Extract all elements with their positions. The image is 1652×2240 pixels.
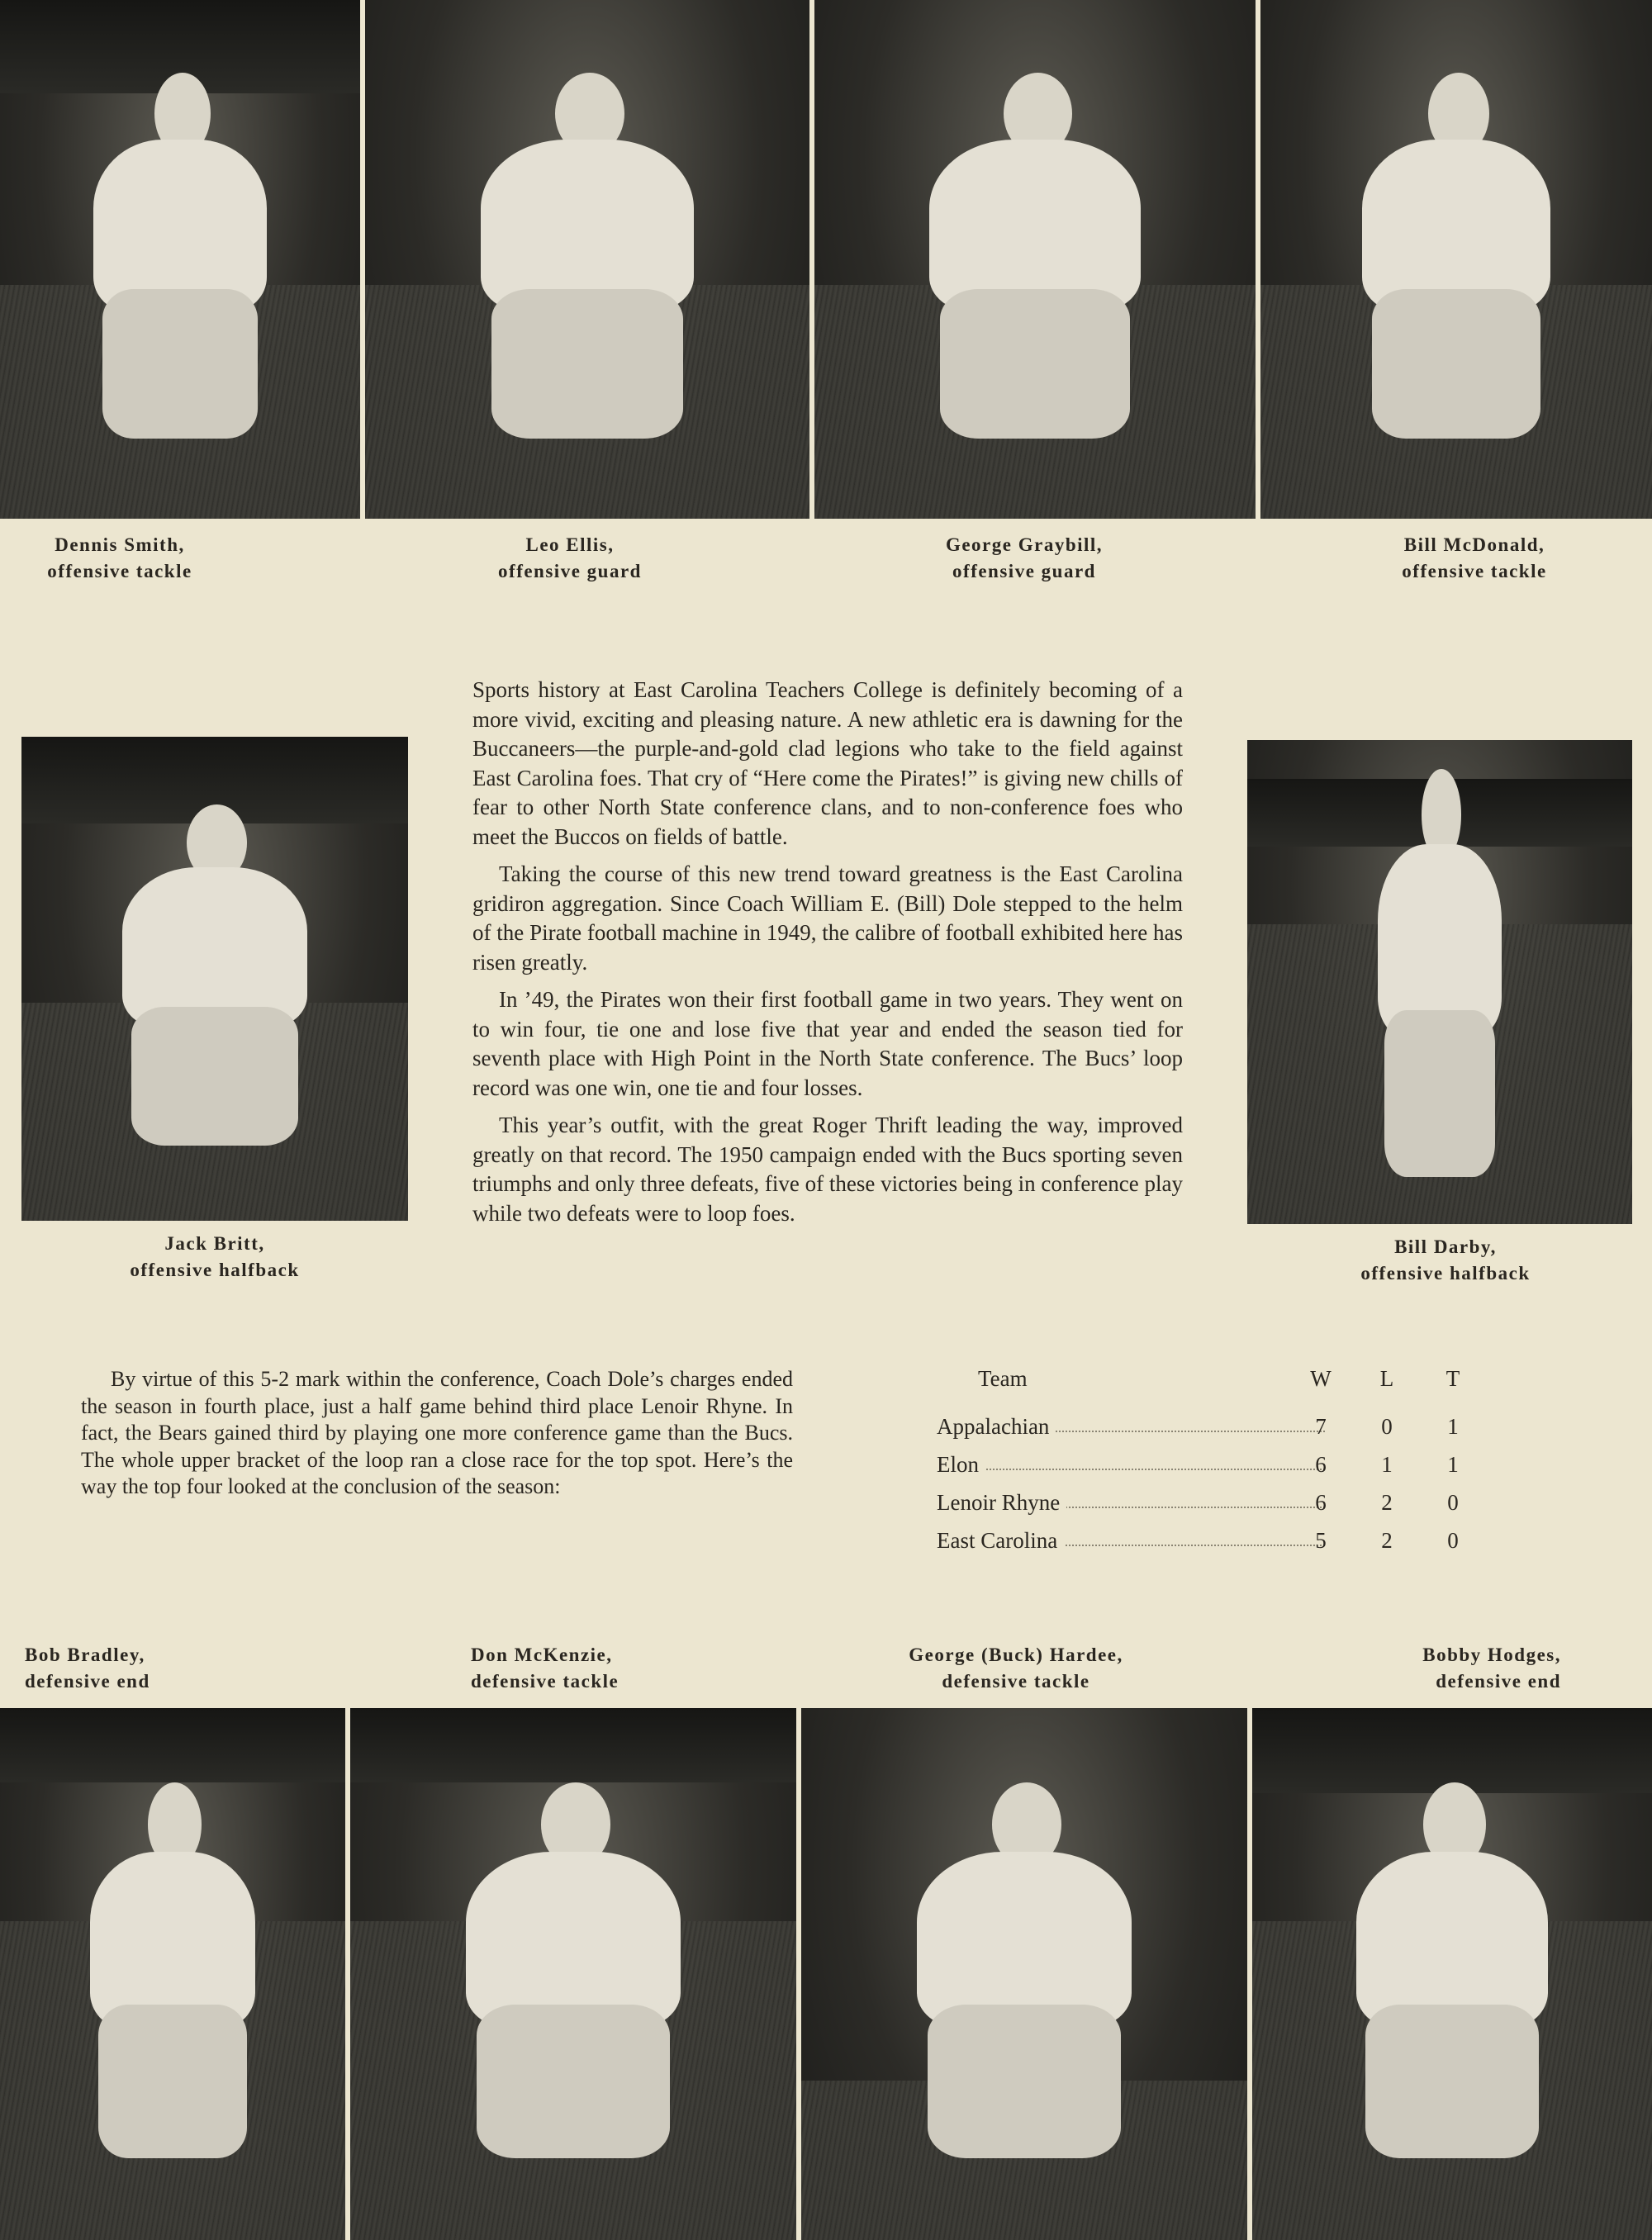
photo-bill-darby	[1247, 740, 1632, 1224]
player-position: offensive tackle	[1402, 561, 1547, 581]
caption-bill-mcdonald	[1346, 532, 1602, 585]
player-position: offensive guard	[952, 561, 1096, 581]
photo-bill-mcdonald	[1260, 0, 1652, 519]
player-position: offensive halfback	[130, 1260, 300, 1280]
article-paragraph: In ’49, the Pirates won their first football game in two years. They went on to win four, tie one and lose five that year and ended the season tied for seventh place with High Point in the North State conference. The Bucs’ loop record was one win, one tie and four losses.	[472, 987, 1183, 1100]
player-position: offensive halfback	[1360, 1263, 1531, 1284]
losses: 2	[1381, 1528, 1393, 1553]
ties: 1	[1447, 1414, 1459, 1439]
caption-bill-darby	[1322, 1234, 1569, 1287]
player-name: Leo Ellis,	[525, 534, 615, 555]
player-name: Jack Britt,	[164, 1233, 265, 1254]
photo-don-mckenzie	[350, 1708, 796, 2240]
player-name: Bill McDonald,	[1403, 534, 1545, 555]
team-name: Elon	[937, 1452, 985, 1478]
article-paragraph: Sports history at East Carolina Teachers College is definitely becoming of a more vivid, exciting and pleasing nature. A new athletic era is dawning for the Buccaneers—the purple-and-gold clad legions who take to the field against East Carolina foes. That cry of “Here come the Pirates!” is giving new chills of fear to other North State conference clans, and to non-conference foes who meet the Buccos on fields of battle.	[472, 677, 1183, 849]
caption-leo-ellis	[446, 532, 694, 585]
caption-bob-bradley	[25, 1642, 206, 1695]
table-row	[937, 1414, 1498, 1452]
photo-george-graybill	[814, 0, 1256, 519]
team-name: Appalachian	[937, 1414, 1056, 1440]
ties: 1	[1447, 1452, 1459, 1477]
standings-table	[937, 1366, 1498, 1566]
player-position: defensive end	[1436, 1671, 1561, 1692]
header-w: W	[1310, 1366, 1332, 1391]
table-row	[937, 1452, 1498, 1490]
player-name: Don McKenzie,	[471, 1644, 613, 1665]
player-position: offensive tackle	[47, 561, 192, 581]
caption-jack-britt	[91, 1231, 339, 1284]
article-paragraph: This year’s outfit, with the great Roger Thrift leading the way, improved greatly on that record. The 1950 campaign ended with the Bucs sporting seven triumphs and only three defeats, five of these victories being in conference play while two defeats were to loop foes.	[472, 1113, 1183, 1226]
photo-leo-ellis	[365, 0, 809, 519]
losses: 2	[1381, 1490, 1393, 1515]
player-name: Bobby Hodges,	[1422, 1644, 1561, 1665]
caption-dennis-smith	[0, 532, 240, 585]
wins: 5	[1315, 1528, 1327, 1553]
player-name: Bill Darby,	[1394, 1236, 1497, 1257]
closing-paragraph: By virtue of this 5-2 mark within the conference, Coach Dole’s charges ended the season in fourth place, just a half game behind third place Lenoir Rhyne. In fact, the Bears gained third by playing one more conference game than the Bucs. The whole upper bracket of the loop ran a close race for the top spot. Here’s the way the top four looked at the conclusion of the season:	[81, 1367, 793, 1498]
wins: 6	[1315, 1490, 1327, 1515]
photo-jack-britt	[21, 737, 408, 1221]
caption-bobby-hodges	[1379, 1642, 1561, 1695]
wins: 6	[1315, 1452, 1327, 1477]
ties: 0	[1447, 1528, 1459, 1553]
photo-bob-bradley	[0, 1708, 345, 2240]
player-position: defensive tackle	[942, 1671, 1090, 1692]
player-position: defensive end	[25, 1671, 150, 1692]
wins: 7	[1315, 1414, 1327, 1439]
photo-bobby-hodges	[1252, 1708, 1652, 2240]
caption-don-mckenzie	[471, 1642, 661, 1695]
table-row	[937, 1490, 1498, 1528]
player-position: defensive tackle	[471, 1671, 620, 1692]
header-l: L	[1379, 1366, 1394, 1391]
article-body	[472, 676, 1183, 1236]
player-name: George Graybill,	[945, 534, 1104, 555]
player-name: Dennis Smith,	[55, 534, 185, 555]
losses: 1	[1381, 1452, 1393, 1477]
header-t: T	[1446, 1366, 1460, 1391]
caption-buck-hardee	[876, 1642, 1156, 1695]
photo-dennis-smith	[0, 0, 360, 519]
ties: 0	[1447, 1490, 1459, 1515]
caption-george-graybill	[892, 532, 1156, 585]
team-name: East Carolina	[937, 1528, 1064, 1554]
standings-header	[937, 1366, 1498, 1414]
article-closing	[81, 1366, 793, 1509]
article-paragraph: Taking the course of this new trend toward greatness is the East Carolina gridiron aggregation. Since Coach William E. (Bill) Dole stepped to the helm of the Pirate football machine in 1949, the calibre of football exhibited here has risen greatly.	[472, 861, 1183, 975]
player-position: offensive guard	[498, 561, 642, 581]
photo-buck-hardee	[801, 1708, 1247, 2240]
table-row	[937, 1528, 1498, 1566]
losses: 0	[1381, 1414, 1393, 1439]
header-team: Team	[978, 1366, 1028, 1391]
player-name: George (Buck) Hardee,	[909, 1644, 1123, 1665]
player-name: Bob Bradley,	[25, 1644, 145, 1665]
team-name: Lenoir Rhyne	[937, 1490, 1066, 1516]
